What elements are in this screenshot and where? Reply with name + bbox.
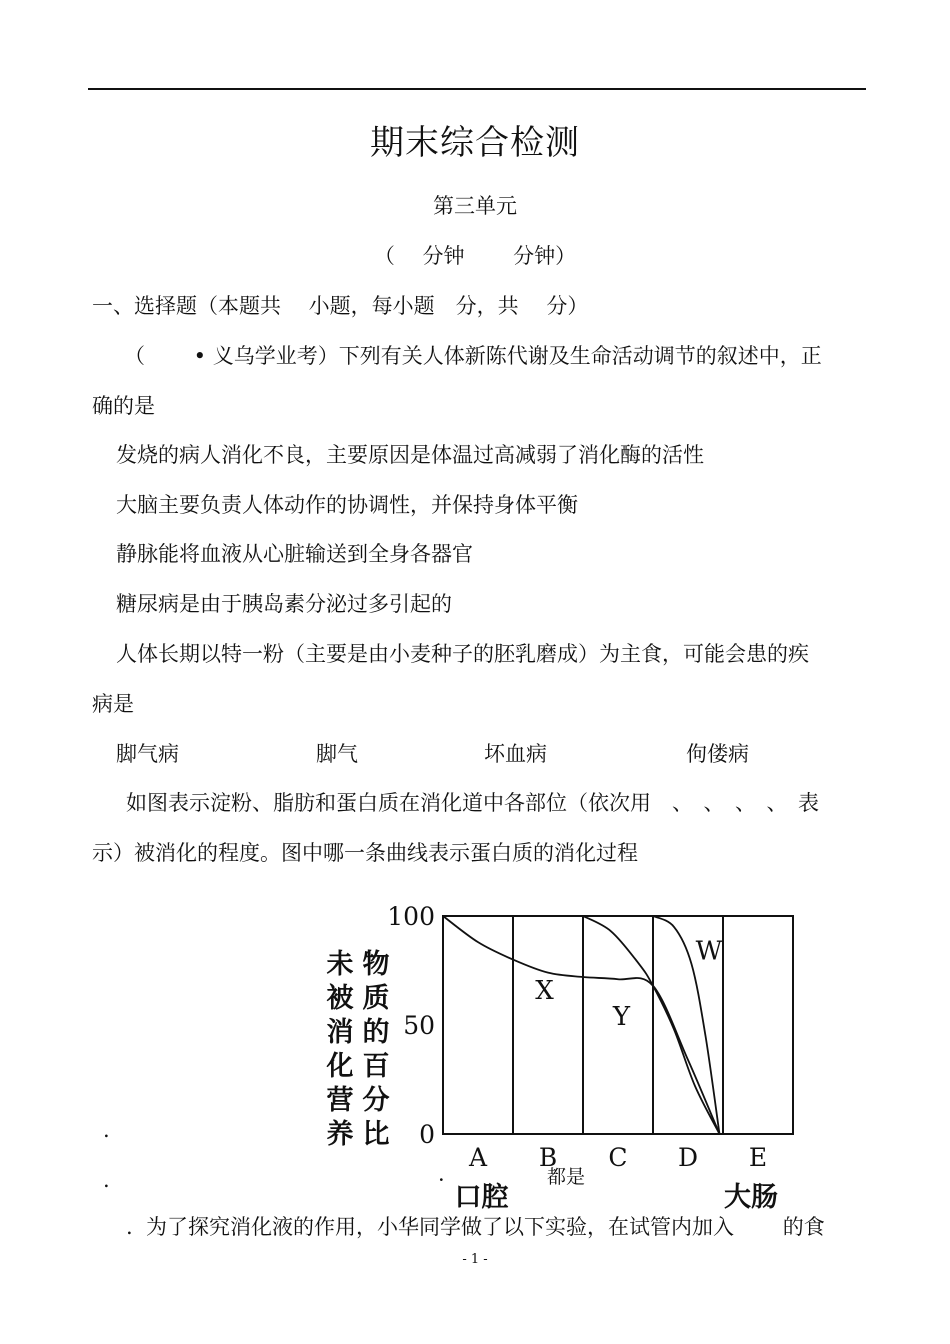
- q1-option-a: 发烧的病人消化不良，主要原因是体温过高减弱了消化酶的活性: [116, 443, 704, 467]
- ylabel-char: 化: [326, 1051, 354, 1082]
- ylabel-char: 消: [326, 1017, 354, 1048]
- ylabel-char: 的: [362, 1017, 390, 1048]
- x-category-label: A: [468, 1143, 488, 1172]
- y-axis-label-col1: [326, 949, 354, 1150]
- y-tick-label: 50: [403, 1011, 435, 1040]
- curve-label-y: Y: [612, 1002, 631, 1032]
- x-category-label: C: [608, 1143, 628, 1172]
- unit-subtitle: 第三单元: [433, 194, 517, 218]
- curve-label-x: X: [535, 975, 554, 1006]
- q2-option-a: 脚气病: [116, 742, 179, 766]
- q3-answer-fragment: 都是: [547, 1166, 586, 1188]
- q2-stem-line1: 人体长期以特一粉（主要是由小麦种子的胚乳磨成）为主食，可能会患的疾: [116, 642, 809, 666]
- ylabel-char: 未: [326, 949, 354, 980]
- q3-dot-2: .: [103, 1168, 110, 1192]
- q2-option-b: 脚气: [316, 742, 358, 766]
- y-tick-label: 0: [419, 1120, 435, 1149]
- digestion-chart: [320, 895, 800, 1215]
- plot-area: [387, 902, 793, 1213]
- ylabel-char: 被: [326, 983, 354, 1014]
- page-number: - 1 -: [462, 1252, 488, 1267]
- q1-option-c: 静脉能将血液从心脏输送到全身各器官: [116, 542, 473, 566]
- q3-stem-line2: 示）被消化的程度。图中哪一条曲线表示蛋白质的消化过程: [92, 841, 638, 865]
- curve-label-w: W: [695, 936, 723, 967]
- y-axis-label-col2: [363, 949, 390, 1150]
- curve-x: [443, 916, 720, 1134]
- q3-dot-1: .: [103, 1118, 110, 1142]
- time-line: （ 分钟 分钟）: [373, 244, 577, 268]
- x-category-label: D: [677, 1143, 699, 1172]
- q3-stem-line1: 如图表示淀粉、脂肪和蛋白质在消化道中各部位（依次用 、 、 、 、 表: [126, 791, 819, 815]
- ylabel-char: 百: [362, 1051, 390, 1082]
- ylabel-char: 营: [326, 1085, 354, 1116]
- q2-option-c: 坏血病: [484, 742, 547, 766]
- q2-option-d: 佝偻病: [686, 742, 749, 766]
- ylabel-char: 质: [362, 983, 390, 1014]
- header-rule: [88, 88, 866, 90]
- q1-option-b: 大脑主要负责人体动作的协调性，并保持身体平衡: [116, 493, 578, 517]
- q1-option-d: 糖尿病是由于胰岛素分泌过多引起的: [116, 592, 452, 616]
- x-category-label: B: [538, 1143, 558, 1172]
- organ-label-start: 口腔: [454, 1182, 509, 1213]
- q4-stem-line1: . 为了探究消化液的作用，小华同学做了以下实验，在试管内加入 的食: [126, 1215, 825, 1239]
- q3-dot-3: ·: [438, 1168, 445, 1192]
- x-category-label: E: [748, 1143, 768, 1172]
- section-heading: 一、选择题（本题共 小题，每小题 分，共 分）: [92, 294, 589, 318]
- ylabel-char: 比: [362, 1119, 390, 1150]
- ylabel-char: 分: [362, 1085, 390, 1116]
- q1-stem-line1: （ • 义乌学业考）下列有关人体新陈代谢及生命活动调节的叙述中，正: [124, 344, 822, 368]
- organ-label-end: 大肠: [724, 1182, 778, 1213]
- ylabel-char: 物: [362, 949, 390, 980]
- page-title: 期末综合检测: [370, 123, 580, 163]
- q2-stem-line2: 病是: [92, 692, 134, 716]
- q1-stem-line2: 确的是: [92, 394, 155, 418]
- ylabel-char: 养: [326, 1119, 354, 1150]
- y-tick-label: 100: [387, 902, 435, 931]
